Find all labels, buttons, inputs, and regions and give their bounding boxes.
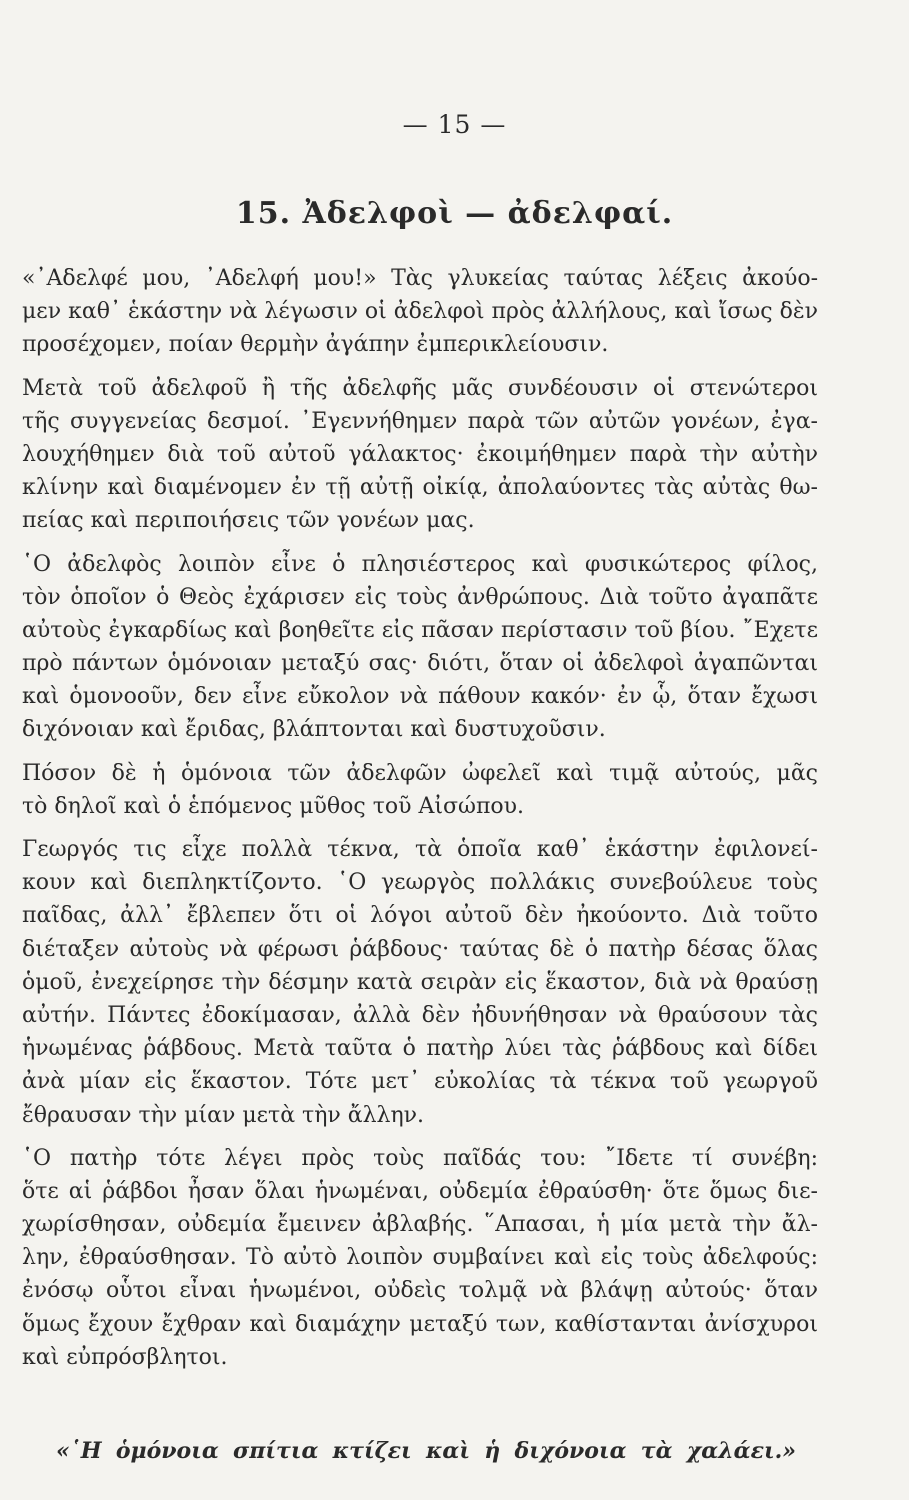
text-line: διχόνοιαν καὶ ἔριδας, βλάπτονται καὶ δυστυχοῦσιν. [22,717,606,743]
body-text [22,262,818,1374]
closing-motto: «῾Η ὁμόνοια σπίτια κτίζει καὶ ἡ διχόνοια τὰ χαλάει.» [56,1438,796,1464]
text-line: μεν καθ᾿ ἑκάστην νὰ λέγωσιν οἱ ἀδελφοὶ πρὸς ἀλλήλους, καὶ ἴσως δὲν [22,299,818,325]
paragraph [22,1142,818,1374]
paragraph [22,757,818,823]
text-line: Πόσον δὲ ἡ ὁμόνοια τῶν ἀδελφῶν ὠφελεῖ καὶ τιμᾷ αὐτούς, μᾶς [22,760,818,786]
text-line: κουν καὶ διεπληκτίζοντο. ῾Ο γεωργὸς πολλάκις συνεβούλευε τοὺς [22,870,818,896]
text-line: προσέχομεν, ποίαν θερμὴν ἀγάπην ἐμπερικλείουσιν. [22,332,609,358]
text-line: καὶ εὐπρόσβλητοι. [22,1344,228,1370]
text-line: πείας καὶ περιποιήσεις τῶν γονέων μας. [22,508,475,534]
text-line: τῆς συγγενείας δεσμοί. ᾿Εγεννήθημεν παρὰ τῶν αὐτῶν γονέων, ἐγα- [22,408,818,434]
text-line: ἡνωμένας ῥάβδους. Μετὰ ταῦτα ὁ πατὴρ λύει τὰς ῥάβδους καὶ δίδει [22,1036,818,1062]
text-line: καὶ ὁμονοοῦν, δεν εἶνε εὔκολον νὰ πάθουν κακόν· ἐν ᾧ, ὅταν ἔχωσι [22,684,818,710]
text-line: διέταξεν αὐτοὺς νὰ φέρωσι ῥάβδους· ταύτας δὲ ὁ πατὴρ δέσας ὅλας [22,936,818,962]
text-line: ῾Ο πατὴρ τότε λέγει πρὸς τοὺς παῖδάς του: ῎Ιδετε τί συνέβη: [22,1145,818,1171]
text-line: «᾿Αδελφέ μου, ᾿Αδελφή μου!» Τὰς γλυκείας ταύτας λέξεις ἀκούο- [22,266,818,291]
text-line: τὸ δηλοῖ καὶ ὁ ἑπόμενος μῦθος τοῦ Αἰσώπου. [22,793,525,819]
text-line: πρὸ πάντων ὁμόνοιαν μεταξύ σας· διότι, ὅταν οἱ ἀδελφοὶ ἀγαπῶνται [22,651,818,677]
text-line: λην, ἐθραύσθησαν. Τὸ αὐτὸ λοιπὸν συμβαίνει καὶ εἰς τοὺς ἀδελφούς: [22,1245,818,1271]
text-line: Γεωργός τις εἶχε πολλὰ τέκνα, τὰ ὁποῖα καθ᾿ ἑκάστην ἐφιλονεί- [22,837,818,862]
text-line: τὸν ὁποῖον ὁ Θεὸς ἐχάρισεν εἰς τοὺς ἀνθρώπους. Διὰ τοῦτο ἀγαπᾶτε [22,584,818,610]
text-line: λουχήθημεν διὰ τοῦ αὐτοῦ γάλακτος· ἐκοιμήθημεν παρὰ τὴν αὐτὴν [22,441,818,467]
text-line: κλίνην καὶ διαμένομεν ἐν τῇ αὐτῇ οἰκίᾳ, ἀπολαύοντες τὰς αὐτὰς θω- [22,475,818,501]
text-line: χωρίσθησαν, οὐδεμία ἔμεινεν ἀβλαβής. ῞Απασαι, ἡ μία μετὰ τὴν ἄλ- [22,1212,818,1238]
text-line: αὐτοὺς ἐγκαρδίως καὶ βοηθεῖτε εἰς πᾶσαν περίστασιν τοῦ βίου. ῎Εχετε [22,617,818,643]
paragraph [22,548,818,747]
chapter-title: 15. Ἀδελφοὶ — ἀδελφαί. [235,196,674,231]
text-line: ὅτε αἱ ῥάβδοι ἦσαν ὅλαι ἡνωμέναι, οὐδεμία ἐθραύσθη· ὅτε ὅμως διε- [22,1178,818,1204]
paragraph [22,262,818,362]
text-line: ἀνὰ μίαν εἰς ἕκαστον. Τότε μετ᾿ εὐκολίας τὰ τέκνα τοῦ γεωργοῦ [22,1069,818,1095]
page-number: — 15 — [402,110,507,139]
text-line: Μετὰ τοῦ ἀδελφοῦ ἢ τῆς ἀδελφῆς μᾶς συνδέουσιν οἱ στενώτεροι [22,375,818,401]
text-line: ὁμοῦ, ἐνεχείρησε τὴν δέσμην κατὰ σειρὰν εἰς ἕκαστον, διὰ νὰ θραύσῃ [22,969,818,995]
text-line: ὅμως ἔχουν ἔχθραν καὶ διαμάχην μεταξύ των, καθίστανται ἀνίσχυροι [22,1311,818,1337]
text-line: ἔθραυσαν τὴν μίαν μετὰ τὴν ἄλλην. [22,1102,425,1128]
text-line: αὐτήν. Πάντες ἐδοκίμασαν, ἀλλὰ δὲν ἠδυνήθησαν νὰ θραύσουν τὰς [22,1002,818,1028]
paragraph [22,372,818,538]
paragraph [22,833,818,1132]
text-line: ῾Ο ἀδελφὸς λοιπὸν εἶνε ὁ πλησιέστερος καὶ φυσικώτερος φίλος, [22,551,818,577]
text-line: ἐνόσῳ οὗτοι εἶναι ἡνωμένοι, οὐδεὶς τολμᾷ νὰ βλάψῃ αὐτούς· ὅταν [22,1278,818,1304]
text-line: παῖδας, ἀλλ᾿ ἔβλεπεν ὅτι οἱ λόγοι αὐτοῦ δὲν ἠκούοντο. Διὰ τοῦτο [22,903,818,929]
